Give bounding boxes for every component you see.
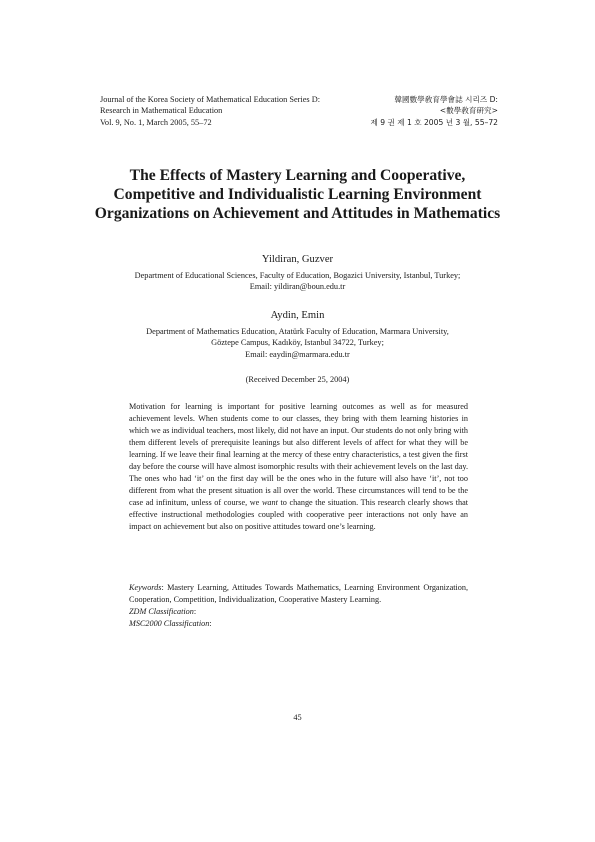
keywords-label: Keywords [129,583,162,592]
zdm-classification: ZDM Classification: [129,607,197,617]
author-block-1 [80,254,515,293]
author-name: Yildiran, Guzver [261,254,334,265]
abstract-text: to change the situation. This research clearly shows that effective instructional methodologies coupled with cooperative peer interactions not only have an impact on achievement but also on positive attitudes toward one’s learning. [129,498,468,532]
paper-title: The Effects of Mastery Learning and Cooperative, Competitive and Individualistic Learning Environment Organizations on Achievement and Attitudes in Mathematics [94,167,501,222]
journal-header-right [370,94,498,128]
journal-name-korean: 韓國數學敎育學會誌 시리즈 D: [394,95,498,104]
author-affiliation: Department of Mathematics Education, Atatürk Faculty of Education, Marmara University, [146,326,449,336]
zdm-label: ZDM Classification [129,607,194,617]
author-affiliation: Göztepe Campus, Kadıköy, Istanbul 34722, Turkey; [211,338,384,348]
msc-label: MSC2000 Classification [129,619,210,629]
journal-volume-korean: 제 9 권 제 1 호 2005 년 3 월, 55–72 [370,117,498,127]
abstract-emphasis: want [261,498,278,508]
keywords-section [129,582,468,630]
page-number: 45 [293,713,302,722]
author-affiliation: Department of Educational Sciences, Faculty of Education, Bogazici University, Istanbul, Turkey; [134,270,461,280]
journal-name: Journal of the Korea Society of Mathematical Education Series D: [100,95,321,104]
author-name: Aydin, Emin [270,310,325,321]
keywords [129,582,468,606]
journal-volume: Vol. 9, No. 1, March 2005, 55–72 [100,117,212,127]
journal-header-left [100,94,320,128]
author-email: Email: yildiran@boun.edu.tr [249,282,346,292]
author-email: Email: eaydin@marmara.edu.tr [245,349,350,359]
abstract-text: Motivation for learning is important for positive learning outcomes as well as for measured achievement levels. When students come to our classes, they bring with them learning histories in which we as individual teachers, most likely, did not have an input. Our students do not only bring with them different levels of prerequisite leanings but also different levels of affect for what they will be learning. If we leave their final learning at the mercy of these entry characteristics, a test given the first day before the course will have almost isomorphic results with their achievement levels on the last day. The ones who had ‘it’ on the first day will be the ones who in the future will also have ‘it’, not too different from what the present situation is all over the world. These circumstances will tend to be the case ad infinitum, unless of course, we [129,402,468,508]
keywords-text: : Mastery Learning, Attitudes Towards Mathematics, Learning Environment Organization, Cooperation, Competition, Individualization, Cooperative Mastery Learning. [129,583,468,605]
received-date: (Received December 25, 2004) [245,375,350,384]
abstract [129,401,468,534]
msc-classification: MSC2000 Classification: [129,619,212,629]
author-block-2 [80,310,515,360]
journal-series-korean: <數學敎育硏究> [439,106,498,116]
journal-series: Research in Mathematical Education [100,106,223,116]
